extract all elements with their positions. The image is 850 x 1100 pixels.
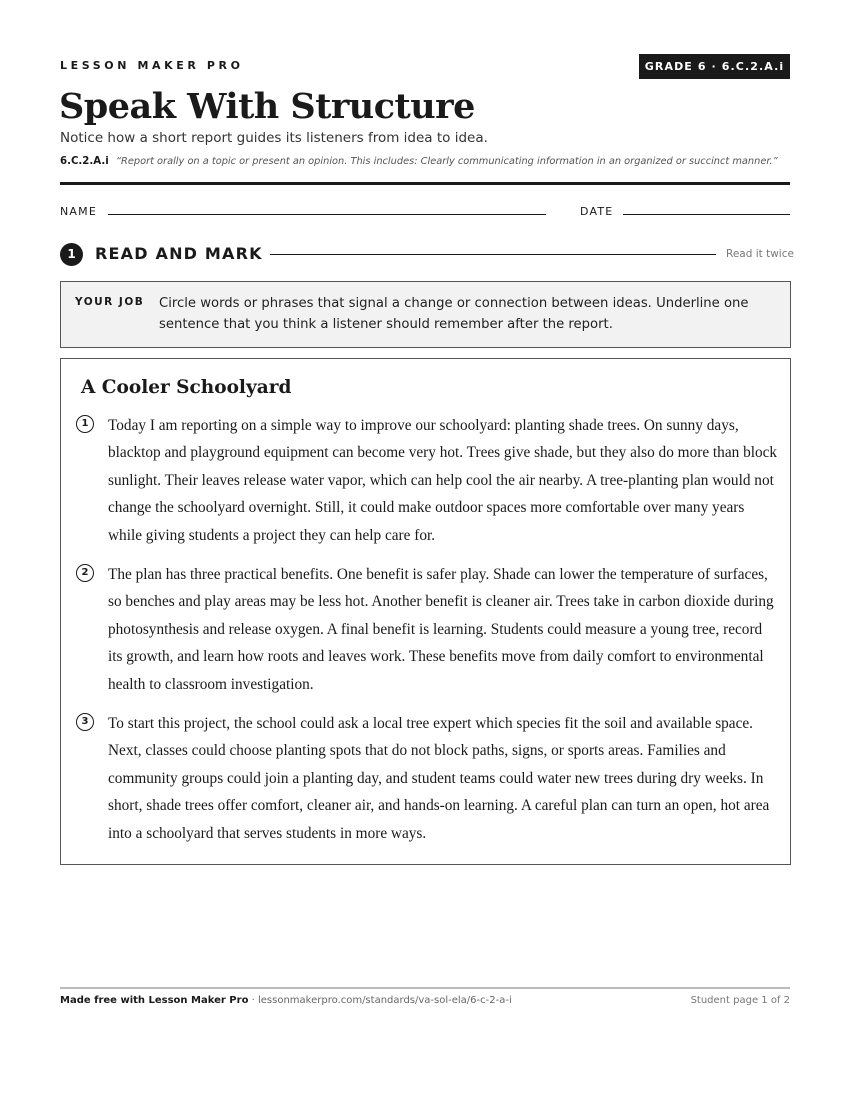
brand-name: LESSON MAKER PRO [60, 59, 244, 72]
paragraph-number-badge: 3 [76, 713, 94, 731]
section-note: Read it twice [726, 248, 794, 260]
job-instructions: Circle words or phrases that signal a change or connection between ideas. Underline one sentence that you think a listener should remember after the report. [159, 296, 749, 332]
standard-code: 6.C.2.A.i [60, 156, 109, 167]
paragraph-text[interactable]: To start this project, the school could ask a local tree expert which species fit the soil and available space. Next, classes could choose planting spots that do not block paths, signs, or sports areas. Families and community groups could join a planting day, and student teams could water new trees during dry weeks. In short, shade trees offer comfort, cleaner air, and hands-on learning. A careful plan can turn an open, hot area into a schoolyard that serves students in more ways. [108, 715, 770, 842]
section-divider [270, 254, 716, 255]
reading-title: A Cooler Schoolyard [81, 377, 292, 398]
paragraph-text[interactable]: Today I am reporting on a simple way to improve our schoolyard: planting shade trees. On sunny days, blacktop and playground equipment can become very hot. Trees give shade, but they also do more than block sunlight. Their leaves release water vapor, which can help cool the air nearby. A tree-planting plan would not change the schoolyard overnight. Still, it could make outdoor spaces more comfortable over many years while giving students a project they can help care for. [108, 417, 778, 544]
name-label: NAME [60, 205, 97, 218]
page-subtitle: Notice how a short report guides its listeners from idea to idea. [60, 130, 488, 146]
standard-line [60, 156, 778, 167]
paragraph-text[interactable]: The plan has three practical benefits. One benefit is safer play. Shade can lower the temperature of surfaces, so benches and play areas may be less hot. Another benefit is cleaner air. Trees take in carbon dioxide during photosynthesis and release oxygen. A final benefit is learning. Students could measure a young tree, record its growth, and learn how roots and leaves work. These benefits move from daily comfort to environmental health to classroom investigation. [108, 566, 774, 693]
job-box [60, 281, 791, 348]
footer-page-number: Student page 1 of 2 [690, 995, 790, 1006]
footer-credit [60, 995, 512, 1006]
name-field[interactable] [108, 214, 546, 215]
header-divider [60, 182, 790, 185]
job-label: YOUR JOB [75, 296, 145, 308]
date-label: DATE [580, 205, 614, 218]
paragraph-number-badge: 2 [76, 564, 94, 582]
footer-url[interactable]: · lessonmakerpro.com/standards/va-sol-ela/6-c-2-a-i [248, 995, 512, 1006]
date-field[interactable] [623, 214, 790, 215]
page-title: Speak With Structure [59, 86, 475, 127]
section-number-badge: 1 [60, 243, 83, 266]
footer-brand: Made free with Lesson Maker Pro [60, 995, 249, 1006]
footer-divider [60, 987, 790, 989]
standard-quote: “Report orally on a topic or present an opinion. This includes: Clearly communicating information in an organized or succinct manner.” [115, 156, 778, 167]
reading-passage-box [60, 358, 791, 865]
paragraph-number-badge: 1 [76, 415, 94, 433]
grade-badge: GRADE 6 · 6.C.2.A.i [639, 54, 790, 79]
section-title: READ AND MARK [95, 244, 263, 263]
